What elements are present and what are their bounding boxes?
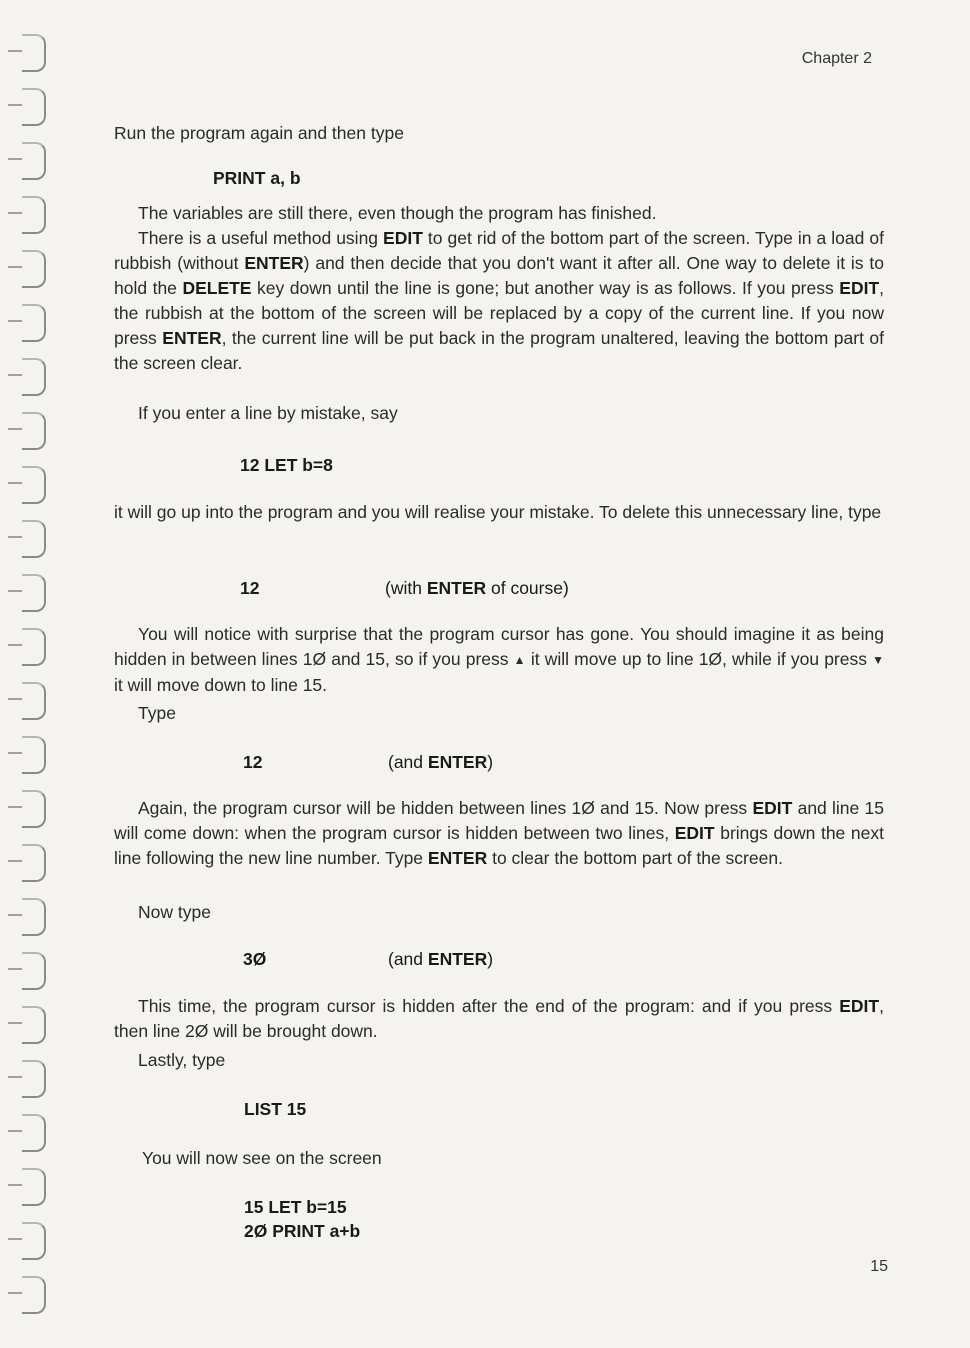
binding-ring	[22, 682, 46, 720]
binding-ring	[22, 196, 46, 234]
binding-ring	[22, 142, 46, 180]
code-line: 15 LET b=15	[244, 1197, 347, 1217]
paragraph: Again, the program cursor will be hidden between lines 1Ø and 15. Now press EDIT and line 15 will come down: when the program cursor is hidden between two lines, EDIT brings down the next line following the new line number. Type ENTER to clear the bottom part of the screen.	[114, 798, 884, 868]
code-note: (with ENTER of course)	[385, 578, 569, 598]
binding-ring	[22, 790, 46, 828]
binding-ring	[22, 34, 46, 72]
binding-ring	[22, 466, 46, 504]
paragraph: Lastly, type	[138, 1050, 226, 1070]
code-note: (and ENTER)	[388, 949, 494, 969]
code-line: 2Ø PRINT a+b	[244, 1221, 361, 1241]
binding-ring	[22, 574, 46, 612]
paragraph: Type	[138, 703, 176, 723]
binding-ring	[22, 358, 46, 396]
page-number: 15	[870, 1258, 888, 1275]
binding-ring	[22, 1222, 46, 1260]
up-arrow-icon: ▲	[513, 653, 526, 667]
code-note: (and ENTER)	[388, 752, 494, 772]
code-line: 12 (and ENTER)	[243, 750, 262, 775]
chapter-header: Chapter 2	[801, 50, 872, 67]
code-line: 12 (with ENTER of course)	[240, 576, 259, 601]
binding-ring	[22, 736, 46, 774]
code-line: 3Ø (and ENTER)	[243, 947, 266, 972]
binding-ring	[22, 1168, 46, 1206]
spiral-binding	[0, 0, 60, 1348]
binding-ring	[22, 304, 46, 342]
binding-ring	[22, 898, 46, 936]
binding-ring	[22, 1276, 46, 1314]
binding-ring	[22, 1114, 46, 1152]
code-line: LIST 15	[244, 1099, 307, 1119]
paragraph: The variables are still there, even though the program has finished.	[138, 203, 657, 223]
code-line: 12 LET b=8	[240, 455, 333, 475]
paragraph: There is a useful method using EDIT to get rid of the bottom part of the screen. Type in a load of rubbish (without ENTER) and then decide that you don't want it after all. One way to delete it is to hold the DELETE key down until the line is gone; but another way is as follows. If you press EDIT, the rubbish at the bottom of the screen will be replaced by a copy of the current line. If you now press ENTER, the current line will be put back in the program unaltered, leaving the bottom part of the screen clear.	[114, 228, 885, 373]
paragraph: Now type	[138, 902, 211, 922]
binding-ring	[22, 412, 46, 450]
binding-ring	[22, 1060, 46, 1098]
paragraph: If you enter a line by mistake, say	[138, 403, 398, 423]
binding-ring	[22, 844, 46, 882]
down-arrow-icon: ▼	[872, 653, 884, 667]
binding-ring	[22, 1006, 46, 1044]
binding-ring	[22, 250, 46, 288]
code-line: PRINT a, b	[213, 168, 301, 188]
paragraph: Run the program again and then type	[114, 123, 404, 143]
binding-ring	[22, 88, 46, 126]
binding-ring	[22, 520, 46, 558]
paragraph: You will notice with surprise that the program cursor has gone. You should imagine it as being hidden in between lines 1Ø and 15, so if you press ▲ it will move up to line 1Ø, while if you press ▼ it will move down to line 15.	[114, 624, 884, 695]
paragraph: You will now see on the screen	[142, 1148, 382, 1168]
binding-ring	[22, 628, 46, 666]
binding-ring	[22, 952, 46, 990]
paragraph: it will go up into the program and you will realise your mistake. To delete this unnecessary line, type	[114, 502, 882, 522]
paragraph: This time, the program cursor is hidden after the end of the program: and if you press EDIT, then line 2Ø will be brought down.	[114, 996, 884, 1041]
